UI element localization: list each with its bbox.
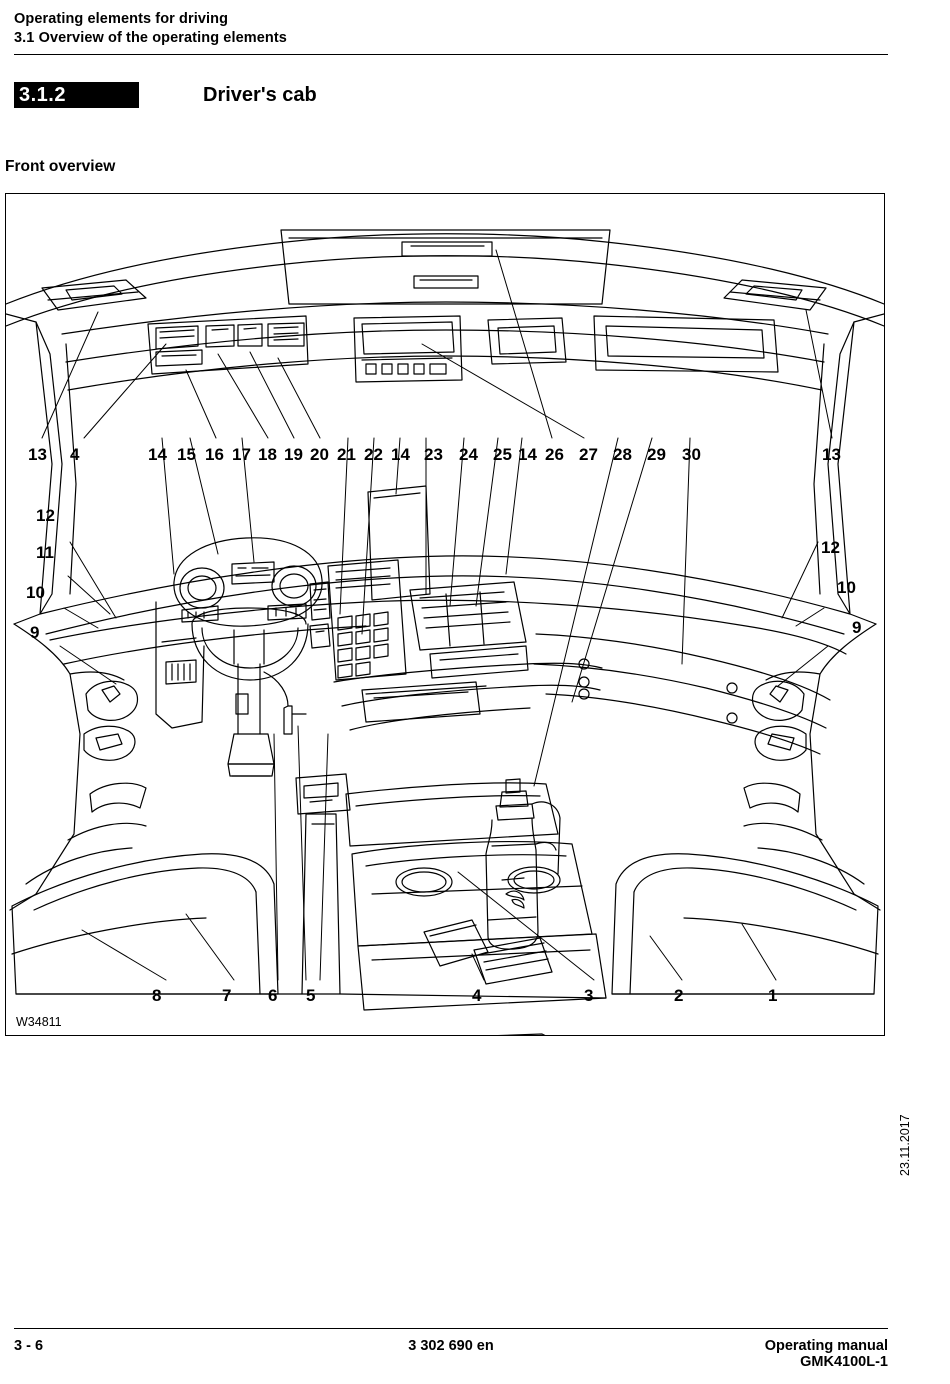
callout-23: 23 [424,445,443,464]
callout-14-a: 14 [148,445,167,464]
header-chapter-title: Operating elements for driving [14,11,229,27]
callout-29: 29 [647,445,666,464]
footer-manual-info [765,1338,888,1370]
section-number-label: 3.1.2 [19,84,66,106]
callout-12-right: 12 [821,538,840,557]
callout-9-right: 9 [852,618,862,637]
callout-17: 17 [232,445,251,464]
callout-1: 1 [768,986,778,1005]
callout-30: 30 [682,445,701,464]
callout-14-b: 14 [391,445,410,464]
callout-20: 20 [310,445,329,464]
callout-24: 24 [459,445,478,464]
callout-22: 22 [364,445,383,464]
section-number-badge [14,82,139,108]
header-section-title: 3.1 Overview of the operating elements [14,30,287,46]
callout-8: 8 [152,986,162,1005]
subheading: Front overview [5,158,116,175]
callout-12-left: 12 [36,506,55,525]
cab-line-drawing [6,194,884,1035]
callout-11: 11 [36,543,54,562]
callout-19: 19 [284,445,303,464]
page-title: Driver's cab [203,84,317,106]
callout-6: 6 [268,986,278,1005]
side-date-label: 23.11.2017 [898,1114,912,1176]
page-header [14,10,894,48]
footer-manual-title: Operating manual [764,1338,888,1354]
header-divider [14,54,888,55]
callout-27: 27 [579,445,598,464]
callout-4-top: 4 [70,445,80,464]
callout-10-left: 10 [26,583,45,602]
callout-16: 16 [205,445,224,464]
figure-drivers-cab-front-overview [5,193,885,1036]
callout-9-left: 9 [30,623,40,642]
callout-3: 3 [584,986,594,1005]
callout-21: 21 [337,445,356,464]
callout-4-bottom: 4 [472,986,482,1005]
figure-id-label: W34811 [16,1015,62,1029]
callout-25: 25 [493,445,512,464]
callout-13-right: 13 [822,445,841,464]
footer-model-code: GMK4100L-1 [800,1354,888,1370]
callout-28: 28 [613,445,632,464]
callout-18: 18 [258,445,277,464]
footer-divider [14,1328,888,1329]
callout-7: 7 [222,986,232,1005]
callout-13-left: 13 [28,445,47,464]
callout-5: 5 [306,986,316,1005]
callout-2: 2 [674,986,684,1005]
footer-page-number: 3 - 6 [14,1338,44,1354]
callout-14-c: 14 [518,445,537,464]
callout-26: 26 [545,445,564,464]
footer-doc-number: 3 302 690 en [408,1338,494,1354]
callout-10-right: 10 [837,578,856,597]
callout-15: 15 [177,445,196,464]
